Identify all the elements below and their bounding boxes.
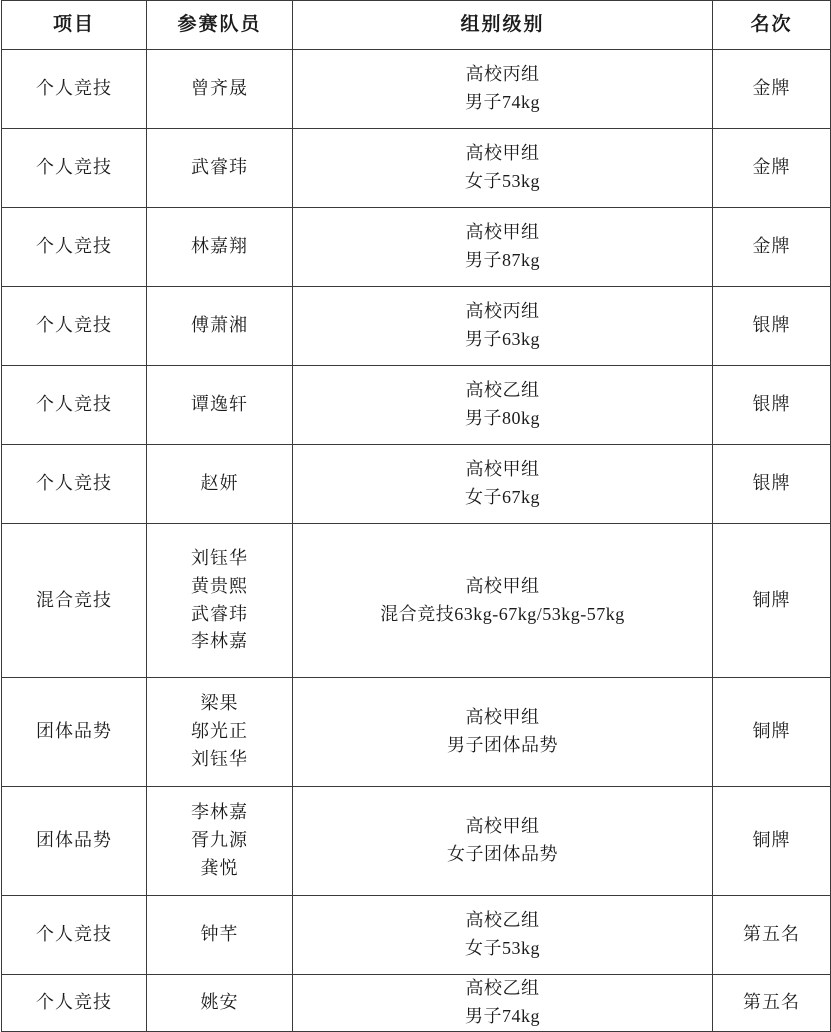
athlete-name: 刘钰华 <box>191 748 248 769</box>
column-header-rank: 名次 <box>713 1 831 50</box>
cell-rank: 铜牌 <box>713 787 831 896</box>
group-line: 高校甲组 <box>465 816 540 837</box>
cell-rank: 铜牌 <box>713 524 831 678</box>
athlete-name: 武睿玮 <box>191 157 248 178</box>
column-header-athlete: 参赛队员 <box>147 1 293 50</box>
cell-event: 个人竞技 <box>2 445 147 524</box>
cell-rank: 第五名 <box>713 975 831 1032</box>
cell-athletes <box>147 287 293 366</box>
cell-event: 个人竞技 <box>2 366 147 445</box>
athlete-name: 林嘉翔 <box>191 236 248 257</box>
group-line: 男子80kg <box>465 408 540 428</box>
column-header-event: 项目 <box>2 1 147 50</box>
group-line: 男子团体品势 <box>447 735 558 755</box>
group-line: 高校乙组 <box>465 978 540 999</box>
athlete-name: 谭逸轩 <box>191 394 248 415</box>
athlete-name: 刘钰华 <box>191 547 248 568</box>
group-line: 高校丙组 <box>465 64 540 85</box>
table-row <box>2 366 831 445</box>
group-line: 男子87kg <box>465 250 540 270</box>
athlete-name: 曾齐晟 <box>191 78 248 99</box>
group-line: 高校乙组 <box>465 910 540 931</box>
cell-group <box>293 50 713 129</box>
group-line: 高校甲组 <box>465 222 540 243</box>
cell-athletes <box>147 975 293 1032</box>
cell-rank: 金牌 <box>713 129 831 208</box>
group-line: 女子67kg <box>465 487 540 507</box>
cell-athletes <box>147 366 293 445</box>
cell-athletes <box>147 50 293 129</box>
cell-athletes <box>147 896 293 975</box>
cell-group <box>293 366 713 445</box>
cell-athletes <box>147 129 293 208</box>
results-table <box>1 0 831 1032</box>
cell-group <box>293 445 713 524</box>
cell-event: 团体品势 <box>2 678 147 787</box>
group-line: 女子团体品势 <box>447 844 558 864</box>
cell-athletes <box>147 445 293 524</box>
table-row <box>2 445 831 524</box>
group-line: 高校乙组 <box>465 380 540 401</box>
table-row <box>2 524 831 678</box>
group-line: 混合竞技63kg-67kg/53kg-57kg <box>380 603 625 624</box>
group-line: 女子53kg <box>465 171 540 191</box>
table-row <box>2 129 831 208</box>
table-header-row <box>2 1 831 50</box>
athlete-name: 龚悦 <box>200 857 239 878</box>
group-line: 男子63kg <box>465 329 540 349</box>
cell-group <box>293 287 713 366</box>
group-line: 女子53kg <box>465 938 540 958</box>
cell-event: 团体品势 <box>2 787 147 896</box>
athlete-name: 姚安 <box>200 992 239 1013</box>
cell-event: 个人竞技 <box>2 975 147 1032</box>
cell-event: 个人竞技 <box>2 896 147 975</box>
athlete-name: 梁果 <box>200 693 239 714</box>
cell-group <box>293 129 713 208</box>
group-line: 高校甲组 <box>465 707 540 728</box>
cell-rank: 银牌 <box>713 366 831 445</box>
athlete-name: 胥九源 <box>191 830 248 851</box>
athlete-name: 赵妍 <box>200 473 239 494</box>
group-line: 高校丙组 <box>465 301 540 322</box>
cell-athletes <box>147 208 293 287</box>
athlete-name: 李林嘉 <box>191 802 248 823</box>
athlete-name: 黄贵熙 <box>191 575 248 596</box>
cell-event: 个人竞技 <box>2 129 147 208</box>
group-line: 男子74kg <box>465 1006 540 1026</box>
cell-rank: 银牌 <box>713 445 831 524</box>
athlete-name: 邬光正 <box>191 721 248 742</box>
cell-event: 混合竞技 <box>2 524 147 678</box>
group-line: 男子74kg <box>465 92 540 112</box>
cell-event: 个人竞技 <box>2 208 147 287</box>
group-line: 高校甲组 <box>465 575 540 596</box>
cell-athletes <box>147 678 293 787</box>
cell-group <box>293 975 713 1032</box>
table-row <box>2 50 831 129</box>
cell-athletes <box>147 524 293 678</box>
cell-athletes <box>147 787 293 896</box>
athlete-name: 武睿玮 <box>191 603 248 624</box>
cell-group <box>293 896 713 975</box>
results-table-body <box>2 1 831 1032</box>
group-line: 高校甲组 <box>465 459 540 480</box>
cell-group <box>293 787 713 896</box>
cell-rank: 金牌 <box>713 50 831 129</box>
athlete-name: 傅萧湘 <box>191 315 248 336</box>
group-line: 高校甲组 <box>465 143 540 164</box>
table-row <box>2 975 831 1032</box>
column-header-group: 组别级别 <box>293 1 713 50</box>
athlete-name: 李林嘉 <box>191 631 248 652</box>
cell-group <box>293 524 713 678</box>
cell-rank: 金牌 <box>713 208 831 287</box>
cell-group <box>293 678 713 787</box>
cell-group <box>293 208 713 287</box>
table-row <box>2 208 831 287</box>
table-row <box>2 678 831 787</box>
cell-event: 个人竞技 <box>2 287 147 366</box>
table-row <box>2 896 831 975</box>
table-row <box>2 787 831 896</box>
cell-rank: 铜牌 <box>713 678 831 787</box>
cell-rank: 第五名 <box>713 896 831 975</box>
table-row <box>2 287 831 366</box>
cell-event: 个人竞技 <box>2 50 147 129</box>
cell-rank: 银牌 <box>713 287 831 366</box>
athlete-name: 钟芊 <box>200 924 239 945</box>
